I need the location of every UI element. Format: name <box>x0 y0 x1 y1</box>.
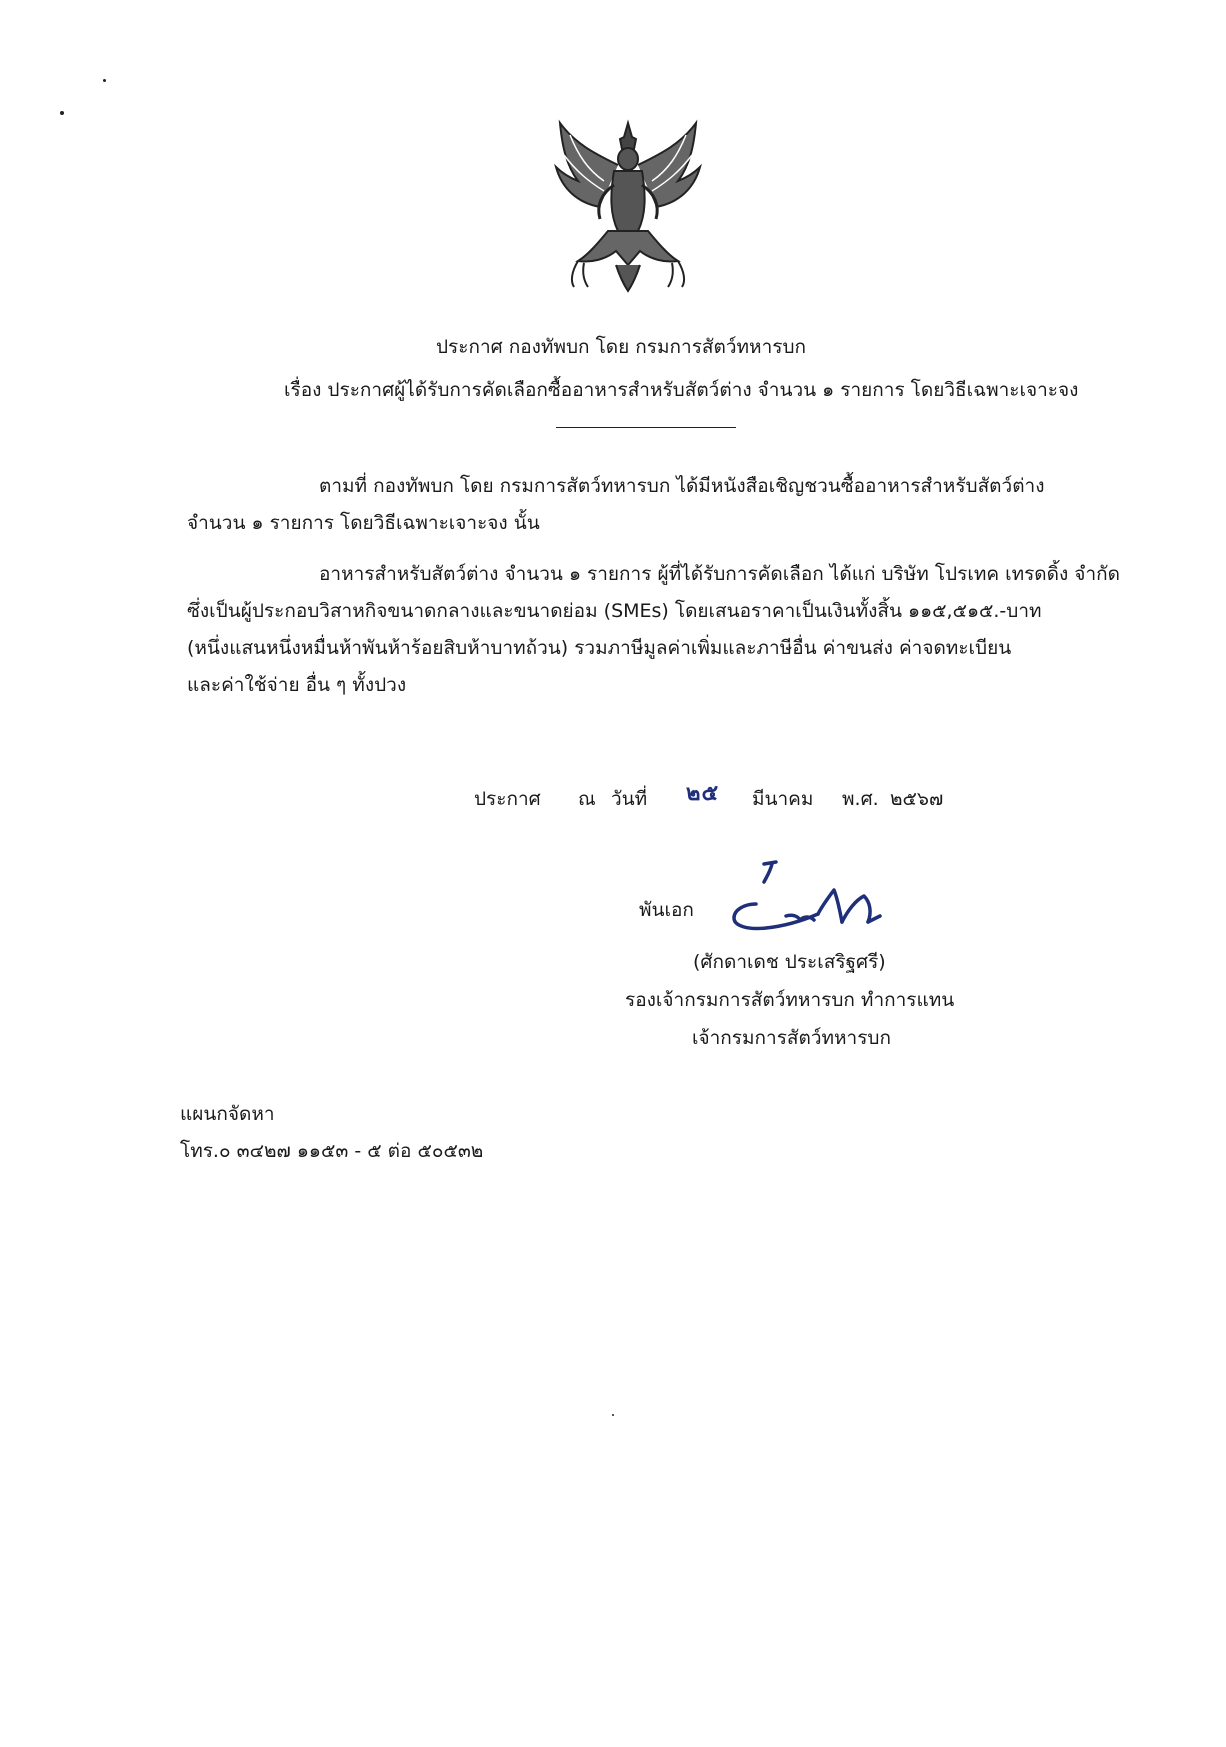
footer-department: แผนกจัดหา <box>180 1103 275 1125</box>
announcement-subject: เรื่อง ประกาศผู้ได้รับการคัดเลือกซื้ออาหารสำหรับสัตว์ต่าง จำนวน ๑ รายการ โดยวิธีเฉพาะเจาะจง <box>284 379 1079 401</box>
date-day-handwritten: ๒๕ <box>686 781 720 806</box>
signatory-rank: พันเอก <box>639 899 694 921</box>
paragraph-2-line-1: อาหารสำหรับสัตว์ต่าง จำนวน ๑ รายการ ผู้ที่ได้รับการคัดเลือก ได้แก่ บริษัท โปรเทค เทรดดิ้ง จำกัด <box>319 563 1120 585</box>
date-era: พ.ศ. <box>842 788 879 810</box>
date-year: ๒๕๖๗ <box>890 788 944 810</box>
paragraph-2-line-4: และค่าใช้จ่าย อื่น ๆ ทั้งปวง <box>187 674 407 696</box>
scan-speck <box>60 111 64 115</box>
garuda-emblem <box>548 115 708 295</box>
paragraph-2-line-2: ซึ่งเป็นผู้ประกอบวิสาหกิจขนาดกลางและขนาดย่อม (SMEs) โดยเสนอราคาเป็นเงินทั้งสิ้น ๑๑๕,๕๑๕.-บาท <box>187 600 1042 622</box>
scan-speck <box>103 79 106 82</box>
date-month: มีนาคม <box>752 788 814 810</box>
announcement-title: ประกาศ กองทัพบก โดย กรมการสัตว์ทหารบก <box>436 336 807 358</box>
date-day-label: วันที่ <box>611 788 648 810</box>
date-prefix: ประกาศ <box>474 788 541 810</box>
paragraph-1-line-1: ตามที่ กองทัพบก โดย กรมการสัตว์ทหารบก ได้มีหนังสือเชิญชวนซื้ออาหารสำหรับสัตว์ต่าง <box>319 475 1045 497</box>
scan-speck <box>612 1414 614 1416</box>
paragraph-2-line-3: (หนึ่งแสนหนึ่งหมื่นห้าพันห้าร้อยสิบห้าบาทถ้วน) รวมภาษีมูลค่าเพิ่มและภาษีอื่น ค่าขนส่ง ค่าจดทะเบียน <box>187 637 1012 659</box>
header-divider <box>556 427 736 428</box>
date-at: ณ <box>578 788 596 810</box>
signatory-name: (ศักดาเดช ประเสริฐศรี) <box>693 951 886 973</box>
signatory-position-1: รองเจ้ากรมการสัตว์ทหารบก ทำการแทน <box>625 989 955 1011</box>
footer-phone: โทร.๐ ๓๔๒๗ ๑๑๕๓ - ๕ ต่อ ๕๐๕๓๒ <box>180 1140 484 1162</box>
paragraph-1-line-2: จำนวน ๑ รายการ โดยวิธีเฉพาะเจาะจง นั้น <box>187 512 540 534</box>
handwritten-signature <box>726 856 896 936</box>
signatory-position-2: เจ้ากรมการสัตว์ทหารบก <box>692 1027 891 1049</box>
